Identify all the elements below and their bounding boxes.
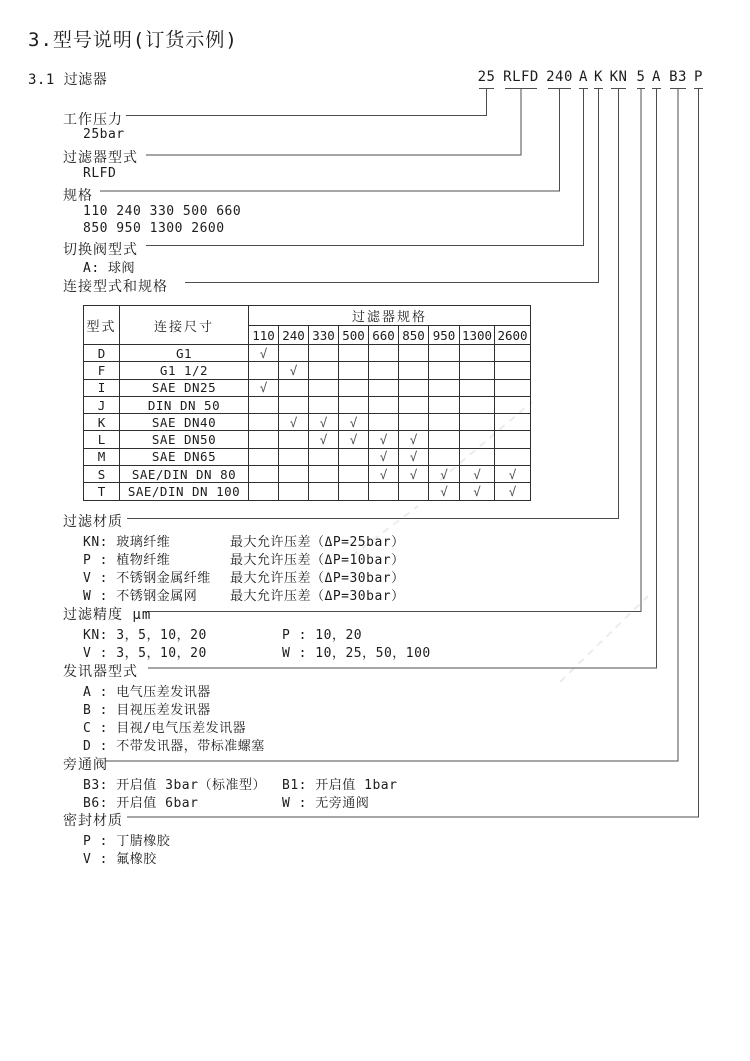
check-cell: √: [279, 362, 309, 379]
size-header-cell: 1300: [460, 326, 495, 345]
check-cell: [429, 362, 460, 379]
check-cell: [429, 448, 460, 465]
check-cell: [339, 345, 369, 362]
check-cell: √: [369, 431, 399, 448]
row-code-cell: K: [84, 414, 120, 431]
section-item: P : 植物纤维: [83, 553, 171, 568]
size-header-cell: 330: [309, 326, 339, 345]
row-dim-cell: DIN DN 50: [120, 396, 249, 413]
row-code-cell: S: [84, 466, 120, 483]
check-cell: [460, 345, 495, 362]
check-cell: [369, 362, 399, 379]
section-item: W : 无旁通阀: [282, 796, 370, 811]
check-cell: √: [399, 431, 429, 448]
label-indicator: 发讯器型式: [63, 664, 138, 680]
check-cell: [339, 466, 369, 483]
table-row: [84, 466, 531, 483]
check-cell: [495, 362, 531, 379]
section-item: 850 950 1300 2600: [83, 221, 225, 236]
label-seal: 密封材质: [63, 813, 123, 829]
page-title: 3.型号说明(订货示例): [28, 29, 238, 51]
check-cell: [460, 448, 495, 465]
model-code-token: RLFD: [503, 69, 539, 85]
check-cell: [279, 379, 309, 396]
row-dim-cell: SAE DN25: [120, 379, 249, 396]
table-row: [84, 414, 531, 431]
model-code-token: 240: [546, 69, 573, 85]
section-item: 最大允许压差（ΔP=30bar）: [230, 589, 405, 604]
check-cell: √: [369, 448, 399, 465]
check-cell: [495, 431, 531, 448]
section-item: 最大允许压差（ΔP=25bar）: [230, 535, 405, 550]
check-cell: [309, 362, 339, 379]
section-item: 110 240 330 500 660: [83, 204, 242, 219]
check-cell: [339, 448, 369, 465]
check-cell: [399, 379, 429, 396]
row-code-cell: D: [84, 345, 120, 362]
check-cell: [339, 362, 369, 379]
table-row: [84, 396, 531, 413]
row-code-cell: J: [84, 396, 120, 413]
check-cell: [460, 396, 495, 413]
row-code-cell: I: [84, 379, 120, 396]
row-code-cell: M: [84, 448, 120, 465]
model-code-token: 5: [636, 69, 646, 85]
model-code-token: P: [694, 69, 703, 85]
section-item: P : 10，20: [282, 628, 363, 643]
check-cell: [429, 414, 460, 431]
section-item: B1: 开启值 1bar: [282, 778, 398, 793]
check-cell: [460, 414, 495, 431]
model-code-token: A: [579, 69, 588, 85]
check-cell: [495, 414, 531, 431]
label-working-pressure: 工作压力: [63, 112, 123, 128]
check-cell: [460, 431, 495, 448]
check-cell: [460, 362, 495, 379]
model-code-token: 25: [477, 69, 496, 85]
check-cell: [309, 396, 339, 413]
section-item: 最大允许压差（ΔP=10bar）: [230, 553, 405, 568]
check-cell: [249, 431, 279, 448]
check-cell: [279, 448, 309, 465]
check-cell: [279, 431, 309, 448]
size-header-cell: 950: [429, 326, 460, 345]
section-item: W : 10，25，50，100: [282, 646, 431, 661]
check-cell: [249, 448, 279, 465]
row-dim-cell: SAE DN40: [120, 414, 249, 431]
row-code-cell: T: [84, 483, 120, 500]
check-cell: [429, 396, 460, 413]
table-header-dim: 连接尺寸: [120, 306, 249, 345]
label-filter-type: 过滤器型式: [63, 150, 138, 166]
size-header-cell: 110: [249, 326, 279, 345]
model-code-token: K: [594, 69, 603, 85]
table-row: [84, 483, 531, 500]
check-cell: √: [339, 431, 369, 448]
size-header-cell: 240: [279, 326, 309, 345]
check-cell: [399, 414, 429, 431]
label-connection: 连接型式和规格: [63, 279, 168, 295]
model-code-token: KN: [609, 69, 628, 85]
check-cell: √: [460, 483, 495, 500]
section-item: A: 球阀: [83, 261, 135, 276]
check-cell: [495, 396, 531, 413]
check-cell: [339, 396, 369, 413]
check-cell: √: [249, 345, 279, 362]
leader-size: [100, 89, 571, 192]
check-cell: √: [309, 431, 339, 448]
check-cell: [495, 379, 531, 396]
size-header-cell: 2600: [495, 326, 531, 345]
check-cell: [339, 483, 369, 500]
check-cell: √: [495, 483, 531, 500]
row-dim-cell: G1 1/2: [120, 362, 249, 379]
check-cell: √: [460, 466, 495, 483]
check-cell: √: [429, 466, 460, 483]
table-row: [84, 362, 531, 379]
check-cell: [309, 379, 339, 396]
check-cell: [369, 414, 399, 431]
section-item: B : 目视压差发讯器: [83, 703, 211, 718]
check-cell: [279, 483, 309, 500]
check-cell: √: [399, 466, 429, 483]
check-cell: [309, 466, 339, 483]
section-item: B3: 开启值 3bar（标准型）: [83, 778, 266, 793]
check-cell: [309, 345, 339, 362]
check-cell: [399, 396, 429, 413]
section-item: V : 氟橡胶: [83, 852, 157, 867]
model-code-token: A: [652, 69, 661, 85]
check-cell: [309, 448, 339, 465]
section-item: 25bar: [83, 127, 125, 142]
check-cell: [249, 396, 279, 413]
check-cell: √: [429, 483, 460, 500]
check-cell: √: [369, 466, 399, 483]
row-dim-cell: G1: [120, 345, 249, 362]
check-cell: [369, 345, 399, 362]
check-cell: √: [339, 414, 369, 431]
row-dim-cell: SAE DN65: [120, 448, 249, 465]
section-subtitle: 3.1 过滤器: [28, 72, 108, 88]
check-cell: [369, 379, 399, 396]
check-cell: [249, 466, 279, 483]
section-item: RLFD: [83, 166, 117, 181]
table-row: [84, 448, 531, 465]
check-cell: [495, 345, 531, 362]
check-cell: [399, 362, 429, 379]
table-row: [84, 345, 531, 362]
label-bypass: 旁通阀: [63, 757, 108, 773]
label-filter-material: 过滤材质: [63, 514, 123, 530]
size-header-cell: 850: [399, 326, 429, 345]
check-cell: √: [279, 414, 309, 431]
section-item: B6: 开启值 6bar: [83, 796, 199, 811]
table-header-group: 过滤器规格: [249, 306, 531, 326]
check-cell: [249, 414, 279, 431]
check-cell: [369, 396, 399, 413]
check-cell: [369, 483, 399, 500]
row-code-cell: F: [84, 362, 120, 379]
check-cell: [399, 483, 429, 500]
check-cell: √: [495, 466, 531, 483]
check-cell: [339, 379, 369, 396]
label-size: 规格: [63, 188, 93, 204]
table-row: [84, 431, 531, 448]
section-item: C : 目视/电气压差发讯器: [83, 721, 247, 736]
row-dim-cell: SAE DN50: [120, 431, 249, 448]
section-item: A : 电气压差发讯器: [83, 685, 211, 700]
section-item: V : 不锈钢金属纤维: [83, 571, 211, 586]
check-cell: [279, 345, 309, 362]
label-precision: 过滤精度 μm: [63, 607, 152, 623]
check-cell: [429, 345, 460, 362]
check-cell: [279, 466, 309, 483]
check-cell: [429, 379, 460, 396]
section-item: P : 丁腈橡胶: [83, 834, 171, 849]
check-cell: [309, 483, 339, 500]
label-valve-type: 切换阀型式: [63, 242, 138, 258]
model-code-token: B3: [669, 69, 687, 85]
check-cell: √: [309, 414, 339, 431]
section-item: 最大允许压差（ΔP=30bar）: [230, 571, 405, 586]
table-row: [84, 379, 531, 396]
check-cell: √: [399, 448, 429, 465]
check-cell: [249, 483, 279, 500]
row-dim-cell: SAE/DIN DN 100: [120, 483, 249, 500]
leader-pressure: [126, 89, 494, 116]
section-item: KN: 3，5，10，20: [83, 628, 207, 643]
section-item: KN: 玻璃纤维: [83, 535, 171, 550]
leader-filter-type: [146, 89, 537, 156]
check-cell: [279, 396, 309, 413]
section-item: V : 3，5，10，20: [83, 646, 207, 661]
check-cell: √: [249, 379, 279, 396]
section-item: W : 不锈钢金属网: [83, 589, 198, 604]
leader-connection: [185, 89, 603, 283]
size-header-cell: 660: [369, 326, 399, 345]
check-cell: [249, 362, 279, 379]
size-header-cell: 500: [339, 326, 369, 345]
row-code-cell: L: [84, 431, 120, 448]
check-cell: [399, 345, 429, 362]
connection-table: [83, 305, 531, 501]
section-item: D : 不带发讯器，带标准螺塞: [83, 739, 265, 754]
check-cell: [460, 379, 495, 396]
row-dim-cell: SAE/DIN DN 80: [120, 466, 249, 483]
check-cell: [495, 448, 531, 465]
table-header-type: 型式: [84, 306, 120, 345]
check-cell: [429, 431, 460, 448]
